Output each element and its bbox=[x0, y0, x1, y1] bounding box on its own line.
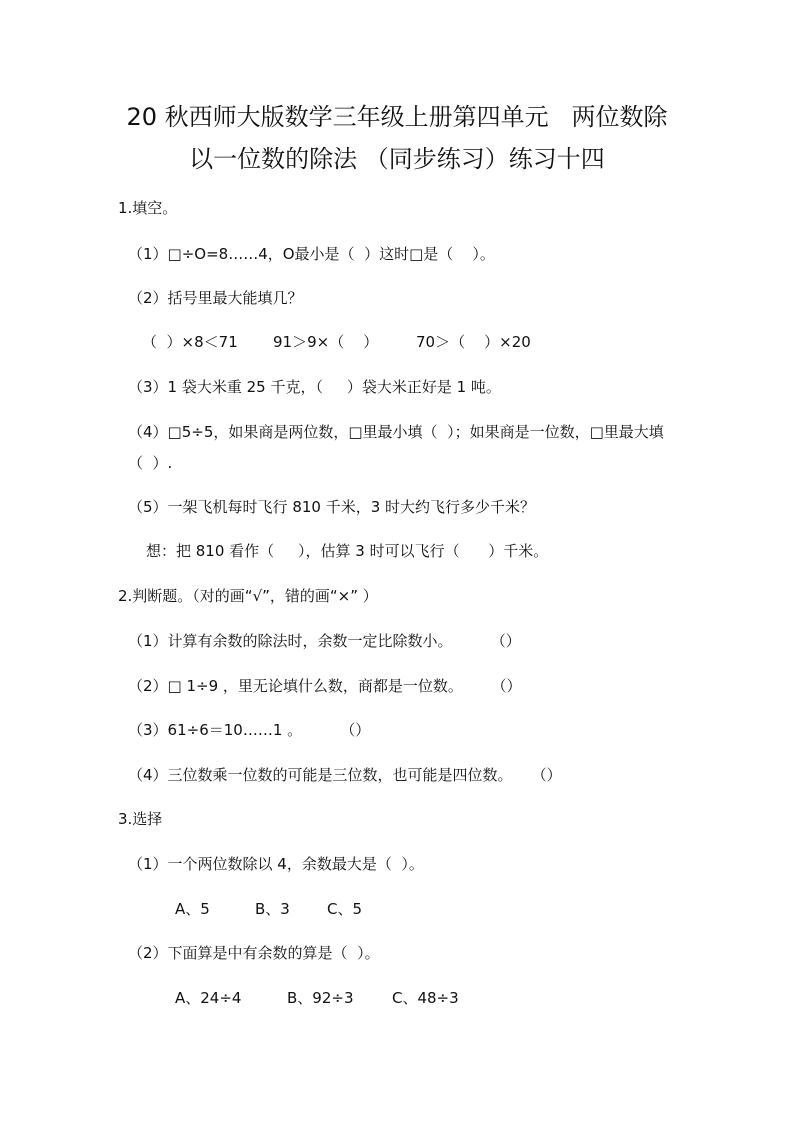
q1-item-1: （1）□÷O=8……4，O最小是（ ）这时□是（ ）。 bbox=[128, 245, 495, 263]
q1-item-5-hint: 想：把 810 看作（ ），估算 3 时可以飞行（ ）千米。 bbox=[146, 542, 549, 560]
q2-item-4: （4）三位数乘一位数的可能是三位数，也可能是四位数。 （） bbox=[128, 766, 562, 784]
q2-item-1: （1）计算有余数的除法时，余数一定比除数小。 （） bbox=[128, 632, 521, 650]
q2-item-2: （2）□ 1÷9 ，里无论填什么数，商都是一位数。 （） bbox=[128, 677, 522, 695]
q3-item-2-option-b: B、92÷3 bbox=[287, 989, 354, 1007]
q1-item-4-line-1: （4）□5÷5，如果商是两位数，□里最小填（ ）；如果商是一位数，□里最大填 bbox=[128, 423, 664, 441]
q1-item-2-expr-2: 91＞9×（ ） bbox=[273, 333, 379, 351]
section-1-heading: 1.填空。 bbox=[118, 199, 178, 217]
q1-item-2-expr-1: （ ）×8＜71 bbox=[142, 333, 238, 351]
q3-item-1-option-b: B、3 bbox=[255, 900, 290, 918]
section-3-heading: 3.选择 bbox=[118, 810, 163, 828]
q3-item-1-option-c: C、5 bbox=[327, 900, 363, 918]
q1-item-3: （3）1 袋大米重 25 千克，（ ）袋大米正好是 1 吨。 bbox=[128, 378, 501, 396]
q1-item-2: （2）括号里最大能填几？ bbox=[128, 289, 303, 307]
q3-item-2-option-a: A、24÷4 bbox=[175, 989, 242, 1007]
q3-item-2: （2）下面算是中有余数的算是（ ）。 bbox=[128, 944, 380, 962]
title-line-1: 20 秋西师大版数学三年级上册第四单元 两位数除 bbox=[126, 103, 668, 131]
q1-item-2-expr-3: 70＞（ ）×20 bbox=[416, 333, 531, 351]
q3-item-1-option-a: A、5 bbox=[175, 900, 210, 918]
q3-item-1: （1）一个两位数除以 4，余数最大是（ ）。 bbox=[128, 855, 424, 873]
q1-item-4-line-2: （ ）. bbox=[128, 454, 173, 472]
q3-item-2-option-c: C、48÷3 bbox=[392, 989, 459, 1007]
title-line-2: 以一位数的除法 （同步练习）练习十四 bbox=[189, 145, 605, 173]
q2-item-3: （3）61÷6＝10……1 。 （） bbox=[128, 721, 371, 739]
section-2-heading: 2.判断题。（对的画“√”，错的画“×” ） bbox=[118, 587, 378, 605]
q1-item-5: （5）一架飞机每时飞行 810 千米，3 时大约飞行多少千米？ bbox=[128, 498, 536, 516]
